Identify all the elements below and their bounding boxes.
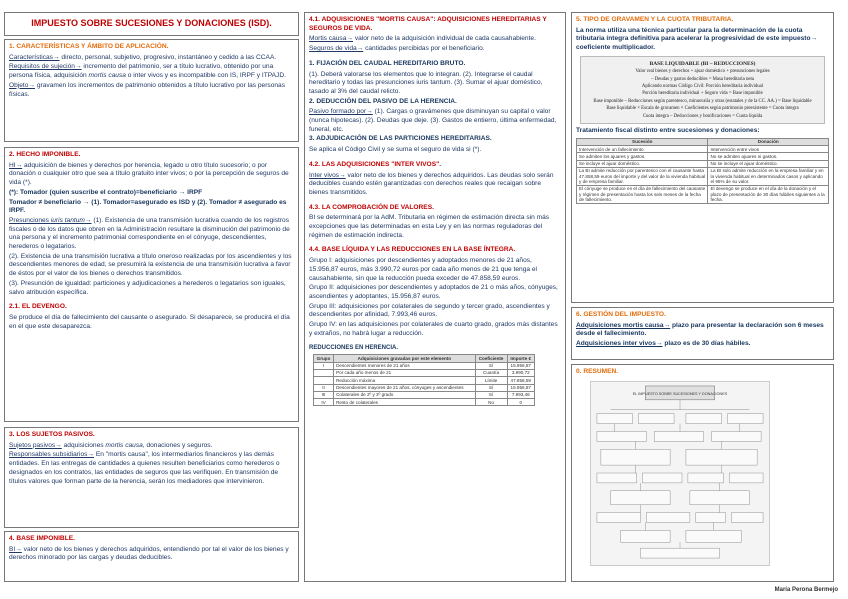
diagram-nodes [597,400,763,558]
s2-line6: (3). Presunción de igualdad: particiones y adjudicaciones a herederos o legatarios son iguales, salvo atribución específica. [9,279,286,296]
reductions-table-cell: 3.990,72 [507,369,534,376]
s3-line1: Sujetos pasivos→ adquisiciones mortis causa, donaciones y seguros. [9,441,213,449]
section-5-heading: 5. TIPO DE GRAVAMEN Y LA CUOTA TRIBUTARIA. [576,16,734,23]
tax-formula-figure [580,56,825,124]
formula-title: BASE LIQUIDABLE (BI – REDUCCIONES) [649,60,756,67]
reductions-table-row [314,384,535,391]
section-resumen [571,364,834,582]
section-4 [4,531,299,582]
s41-sub1-heading: 1. FIJACIÓN DEL CAUDAL HEREDITARIO BRUTO. [309,59,466,67]
section-2-heading: 2. HECHO IMPONIBLE. [9,151,81,158]
tt-h1: Donación [708,138,829,145]
s44-group3: Grupo III: adquisiciones por colaterales de segundo y tercer grado, ascendientes y descendientes por afinidad, 7.993,46 euros. [309,302,550,319]
summary-diagram [590,381,770,566]
reductions-table-row [314,399,535,406]
s2-1-text: Se produce el día de fallecimiento del causante o asegurado. Si desaparece, se producirá el día en el que este desaparezca. [9,313,290,330]
s43-text: BI se determinará por la AdM. Tributaria en régimen de estimación directa sin más excepciones que las determinadas en esta Ley y en las normas reguladoras del régimen de estimación indirecta. [309,214,550,239]
reductions-table-cell: Colaterales de 2º y 3º grado [334,391,476,398]
s44-group2: Grupo II: adquisiciones por descendientes y adoptados de 21 o más años, cónyuges, ascendientes y adoptantes, 15.956,87 euros. [309,284,558,300]
s2-line3: Tomador ≠ beneficiario → (1). Tomador=asegurado es ISD y (2). Tomador ≠ asegurado es IRPF. [9,198,287,215]
section-4-heading: 4. BASE IMPONIBLE. [9,535,75,542]
formula-line: Valor real bienes y derechos + ajuar doméstico + presunciones legales [635,69,770,75]
reductions-table-cell [314,377,334,384]
s3-line2: Responsables subsidiarios→ En "mortis causa", los intermediarios financieros y las demás entidades. En las entregas de cantidades a quienes resulten beneficiarios como herederos o designados en los contratos, las entidades de seguros que las verifiquen. En transmisión de títulos valores que forman parte de la herencia, serán los mediadores que intervinieron. [9,451,280,485]
treatment-table-cell: Intervención entre vivos [708,146,829,153]
formula-line: Aplicando normas Código Civil: Porción hereditaria individual [641,84,764,90]
s41-sub2-heading: 2. DEDUCCIÓN DEL PASIVO DE LA HERENCIA. [309,97,457,105]
treatment-table-cell: La BI solo admite reducción en la empresa familiar y en la vivienda habitual en determinados casos y aplicando el 95% de su valor. [708,167,829,185]
reductions-table-cell: Descendientes menores de 21 años [334,362,476,369]
formula-line: Porción hereditaria individual + Seguro vida = Base imponible [642,91,763,97]
s41-sub2-text: Pasivo formado por→ (1). Cargas o gravámenes que disminuyan su capital o valor (nunca hipotecas). (2). Deudas que deje. (3). Gastos de entierro, última enfermedad, funeral, etc. [309,108,557,133]
formula-line: Base imponible – Reducciones según parentesco, minusvalía y otras (estatales y de la CC. AA.) = Base liquidable [593,98,812,104]
reductions-table-cell: Cuantía [475,369,507,376]
reductions-table-cell: 0 [507,399,534,406]
section-1-heading: 1. CARACTERÍSTICAS Y ÁMBITO DE APLICACIÓN. [9,43,169,50]
formula-line: Base liquidable × Escala de gravamen × Coeficientes según patrimonio preexistente = Cuota íntegra [606,106,799,112]
rt-h1: Adquisiciones gravadas por este elemento [334,355,476,362]
treatment-table-label: Tratamiento fiscal distinto entre sucesiones y donaciones: [576,127,760,135]
s42-line1: Inter vivos→ valor neto de los bienes y derechos adquiridos. Las deudas solo serán deducibles cuando estén garantizadas con derechos reales que recaigan sobre bienes transmitidos. [309,171,554,196]
s44-group1: Grupo I: adquisiciones por descendientes y adoptados menores de 21 años, 15.956,87 euros, más 3.990,72 euros por cada año menos de 21 que tenga el causahabiente, sin que la reducción pueda exceder de 47.858,59 euros. [309,257,538,282]
treatment-table-row [577,167,829,185]
reductions-table-row [314,362,535,369]
reductions-table-cell: Por cada año menos de 21 [334,369,476,376]
reductions-table-cell: I [314,362,334,369]
reductions-table-cell: III [314,391,334,398]
reductions-table-cell: 7.993,46 [507,391,534,398]
treatment-table [576,138,829,204]
s1-line1: Características→ directo, personal, subjetivo, progresivo, instantáneo y cedido a las CCAA. [9,53,277,61]
reductions-table-cell: Sí [475,384,507,391]
s44-group4: Grupo IV: en las adquisiciones por colaterales de cuarto grado, grados más distantes y extraños, no habrá lugar a reducción. [309,321,558,337]
s2-line2: (*): Tomador (quien suscribe el contrato)=beneficiario → IRPF [9,188,203,196]
reductions-table-cell: II [314,384,334,391]
reductions-table-cell: Límite [475,377,507,384]
treatment-table-cell: Se incluye el ajuar doméstico. [577,160,708,167]
treatment-table-cell: El cónyuge se produce en el día de fallecimiento del causante y régimen de presentación hasta los seis meses de la fecha de fallecimiento. [577,185,708,203]
s1-line3: Objeto→ gravamen los incrementos de patrimonio obtenidos a título lucrativo por las personas físicas. [9,81,285,98]
reductions-table-cell: No [475,399,507,406]
section-5 [571,12,834,303]
reductions-table-cell: 15.956,87 [507,384,534,391]
section-2-1-heading: 2.1. EL DEVENGO. [9,303,67,311]
s41-sub3-text: Se aplica el Código Civil y se suma el seguro de vida si (*). [309,146,482,154]
s41-line1: Mortis causa→ valor neto de la adquisición individual de cada causahabiente. [309,35,536,43]
s2-line5: (2). Existencia de una transmisión lucrativa a título oneroso realizadas por los ascendientes y los descendientes menores de edad, se presumirá la existencia de una transmisión lucrativa a favor de éstos por el valor de los bienes o derechos transmitidos. [9,252,292,278]
reductions-table-cell: Sí [475,391,507,398]
treatment-table-row [577,146,829,153]
reductions-table-cell: 47.858,59 [507,377,534,384]
reductions-table-cell [314,369,334,376]
section-3 [4,427,299,528]
treatment-table-cell: No se admiten ajuares ni gastos. [708,153,829,160]
section-4-3-heading: 4.3. LA COMPROBACIÓN DE VALORES. [309,203,434,211]
section-2 [4,147,299,422]
section-1 [4,39,299,142]
rt-h3: Importe € [507,355,534,362]
section-4-column [304,12,566,582]
reductions-table-row [314,377,535,384]
s1-line2: Requisitos de sujeción→ incremento del patrimonio, ser a título lucrativo, obtenido por una persona física, adquisición mortis causa o inter vivos y es incompatible con IS, IRPF y ITPAJD. [9,63,286,80]
reductions-table-cell: Descendientes mayores de 21 años, cónyuges y ascendientes [334,384,476,391]
s6-line2: Adquisiciones inter vivos→ plazo es de 30 días hábiles. [576,340,751,348]
reductions-table-cell: IV [314,399,334,406]
reductions-table-row [314,369,535,376]
rt-h0: Grupo [314,355,334,362]
s5-text: La norma utiliza una técnica particular para la determinación de la cuota tributaria íntegra definitiva para acelerar la progresividad de este impuesto→ coeficiente multiplicador. [576,26,818,52]
treatment-table-cell: Se admiten los ajuares y gastos. [577,153,708,160]
reductions-table-cell: Sí [475,362,507,369]
reductions-table-cell: Resto de colaterales [334,399,476,406]
s41-line2: Seguros de vida→ cantidades percibidas por el beneficiario. [309,45,485,53]
treatment-table-cell: La BI admite reducción por parentesco con el causante hasta 47.858,59 euros del importe y del valor de la vivienda habitual y de empresa familiar. [577,167,708,185]
page-title: IMPUESTO SOBRE SUCESIONES Y DONACIONES (ISD). [31,18,272,28]
s6-line1: Adquisiciones mortis causa→ plazo para presentar la declaración son 6 meses desde el fallecimiento. [576,321,824,338]
reductions-table-cell: Reducción máxima [334,377,476,384]
rt-h2: Coeficiente [475,355,507,362]
treatment-table-row [577,185,829,203]
section-4-4-heading: 4.4. BASE LÍQUIDA Y LAS REDUCCIONES EN LA BASE ÍNTEGRA. [309,246,516,254]
section-6-heading: 6. GESTIÓN DEL IMPUESTO. [576,311,666,318]
s41-sub1-text: (1). Deberá valorarse los elementos que lo integran. (2). Integrarse el caudal hereditario y todas las presunciones iuris tantum. (3). Sumar el ajuar doméstico, tasado al 3% del caudal relicto. [309,70,543,95]
author-name: María Perona Bermejo [774,587,838,594]
formula-line: – Deudas y gastos deducibles = Masa hereditaria neta [651,76,754,82]
section-3-heading: 3. LOS SUJETOS PASIVOS. [9,431,95,438]
reductions-table-cell: 15.956,87 [507,362,534,369]
diagram-root-label: EL IMPUESTO SOBRE SUCESIONES Y DONACIONES [632,391,728,396]
section-6-content [571,307,834,360]
section-4-1-heading: 4.1. ADQUISICIONES "MORTIS CAUSA": ADQUISICIONES HEREDITARIAS Y SEGUROS DE VIDA. [309,16,547,32]
s41-sub3-heading: 3. ADJUDICACIÓN DE LAS PARTICIONES HEREDITARIAS. [309,135,492,143]
s4-line1: BI→ valor neto de los bienes y derechos adquiridos, entendiendo por tal el valor de los bienes y derechos minorado por las cargas y deudas deducibles. [9,545,289,562]
reductions-table [313,354,535,406]
s2-line4: Presunciones iuris tantum→ (1). Existencia de una transmisión lucrativa cuando de los registros fiscales o de los datos que obren en la Administración resultare la disminución del patrimonio de una persona y el incremento patrimonial correspondiente en el cónyuge, descendientes, herederos o legatarios. [9,216,290,251]
formula-line: Cuota íntegra – Deducciones y bonificaciones = Cuota líquida [642,113,763,119]
treatment-table-cell: El devengo se produce en el día de la donación y el plazo de presentación de 30 días hábiles siguientes a la fecha. [708,185,829,203]
reductions-table-row [314,391,535,398]
resumen-heading: 0. RESUMEN. [576,368,619,375]
treatment-table-cell: No se incluye el ajuar doméstico. [708,160,829,167]
treatment-table-row [577,160,829,167]
s2-line1: HI→ adquisición de bienes y derechos por herencia, legado u otro título sucesorio; o por donación o cualquier otro que sea a título gratuito inter vivos; o por la percepción de seguros de vida (*). [9,161,289,187]
treatment-table-cell: Intervención de un fallecimiento [577,146,708,153]
treatment-table-row [577,153,829,160]
reductions-table-title: REDUCCIONES EN HERENCIA. [309,344,399,351]
tt-h0: Sucesión [577,138,708,145]
title-box [4,12,299,36]
section-4-2-heading: 4.2. LAS ADQUISICIONES "INTER VIVOS". [309,160,442,168]
